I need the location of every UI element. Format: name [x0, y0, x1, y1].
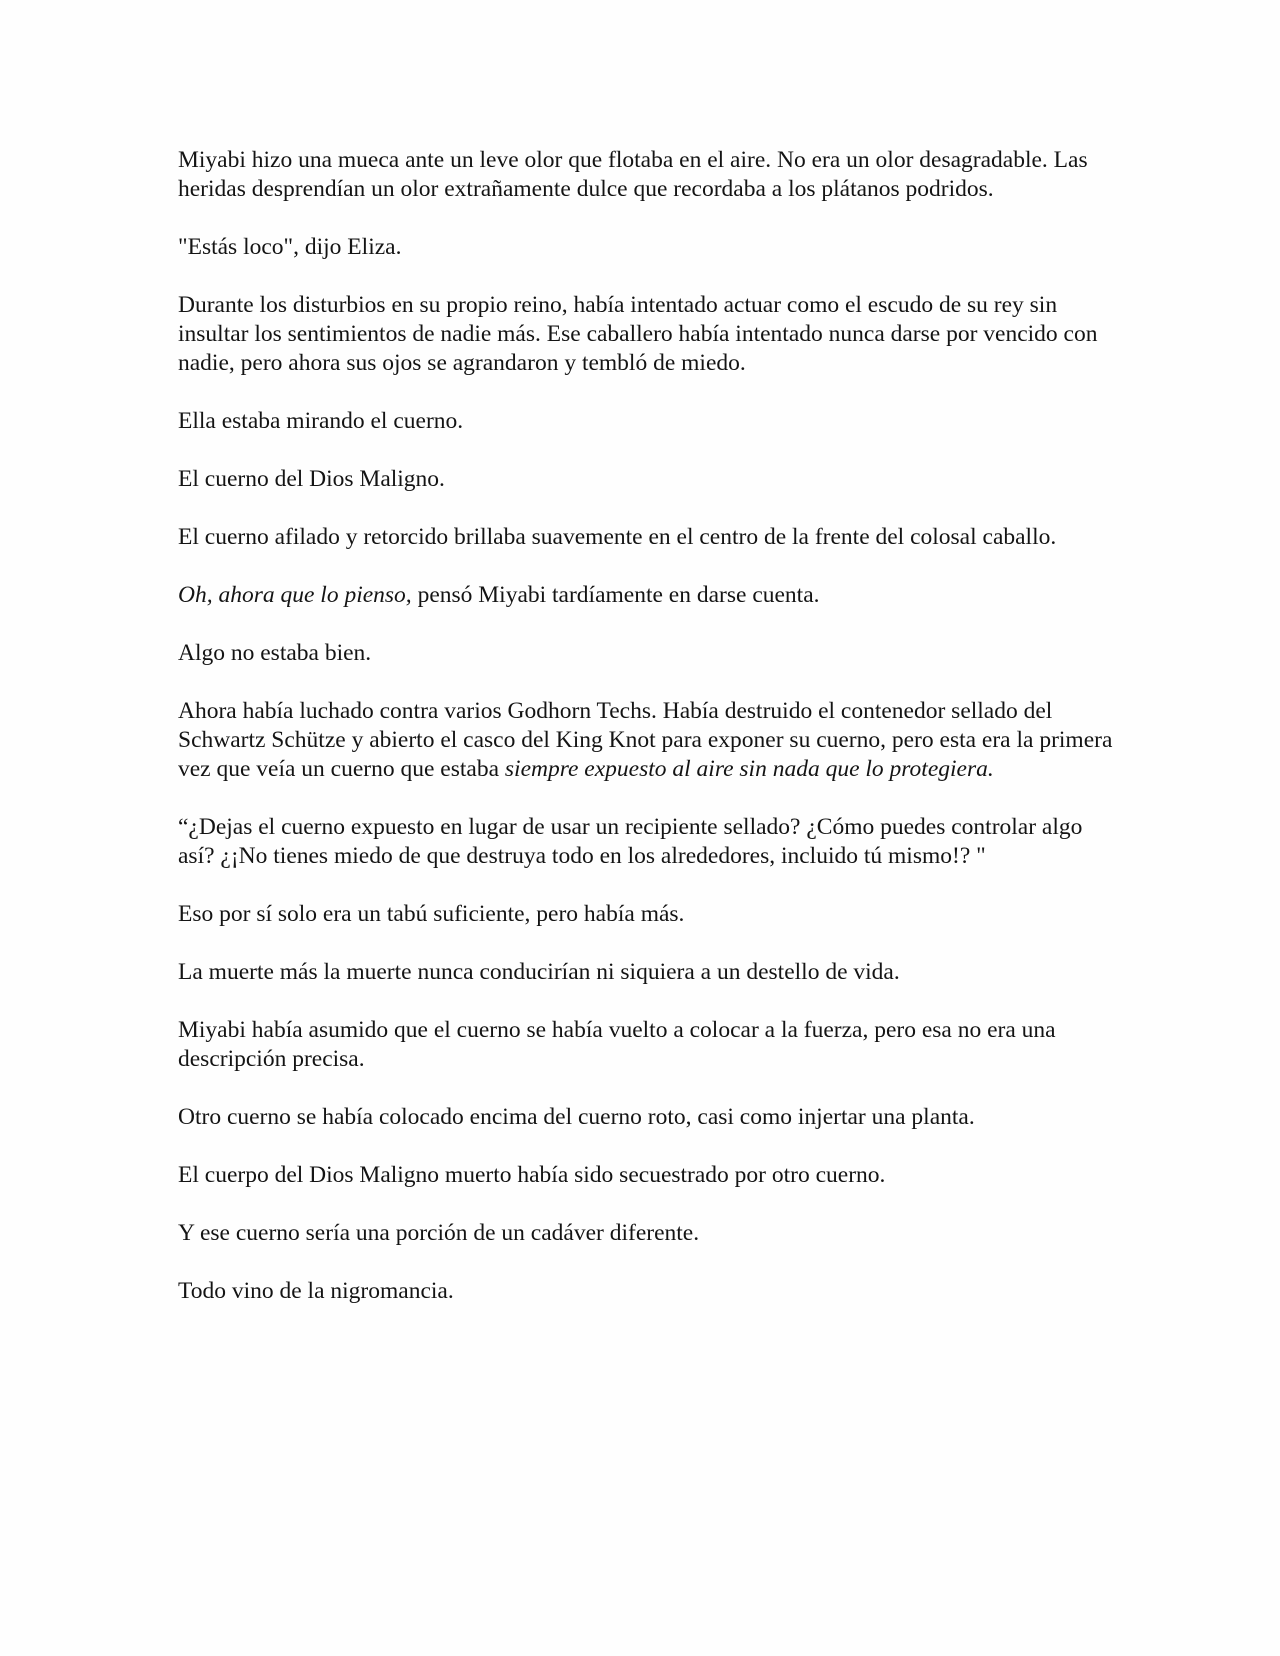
document-body	[178, 146, 1113, 1335]
paragraph: Miyabi hizo una mueca ante un leve olor que flotaba en el aire. No era un olor desagradable. Las heridas desprendían un olor extrañamente dulce que recordaba a los plátanos podridos.	[178, 147, 1088, 202]
paragraph: Otro cuerno se había colocado encima del cuerno roto, casi como injertar una planta.	[178, 1104, 975, 1130]
paragraph: Todo vino de la nigromancia.	[178, 1278, 454, 1304]
paragraph: El cuerno del Dios Maligno.	[178, 466, 445, 492]
paragraph: Miyabi había asumido que el cuerno se había vuelto a colocar a la fuerza, pero esa no era una descripción precisa.	[178, 1017, 1056, 1072]
paragraph: Oh, ahora que lo pienso, pensó Miyabi tardíamente en darse cuenta.	[178, 582, 820, 608]
paragraph: El cuerpo del Dios Maligno muerto había sido secuestrado por otro cuerno.	[178, 1162, 886, 1188]
italic-emphasis: siempre expuesto al aire sin nada que lo protegiera.	[504, 756, 994, 782]
paragraph: Algo no estaba bien.	[178, 640, 372, 666]
paragraph: "Estás loco", dijo Eliza.	[178, 234, 402, 260]
paragraph: Durante los disturbios en su propio reino, había intentado actuar como el escudo de su rey sin insultar los sentimientos de nadie más. Ese caballero había intentado nunca darse por vencido con nadie, pero ahora sus ojos se agrandaron y tembló de miedo.	[178, 292, 1098, 376]
paragraph: La muerte más la muerte nunca conducirían ni siquiera a un destello de vida.	[178, 959, 900, 985]
paragraph: Eso por sí solo era un tabú suficiente, pero había más.	[178, 901, 685, 927]
paragraph: Ella estaba mirando el cuerno.	[178, 408, 464, 434]
paragraph: “¿Dejas el cuerno expuesto en lugar de usar un recipiente sellado? ¿Cómo puedes controlar algo así? ¿¡No tienes miedo de que destruya todo en los alrededores, incluido tú mismo!? "	[178, 814, 1083, 869]
paragraph: Ahora había luchado contra varios Godhorn Techs. Había destruido el contenedor sellado del Schwartz Schütze y abierto el casco del King Knot para exponer su cuerno, pero esta era la primera vez que veía un cuerno que estaba siempre expuesto al aire sin nada que lo protegiera.	[178, 698, 1113, 782]
italic-thought: Oh, ahora que lo pienso,	[178, 582, 412, 608]
paragraph: El cuerno afilado y retorcido brillaba suavemente en el centro de la frente del colosal caballo.	[178, 524, 1057, 550]
paragraph: Y ese cuerno sería una porción de un cadáver diferente.	[178, 1220, 700, 1246]
